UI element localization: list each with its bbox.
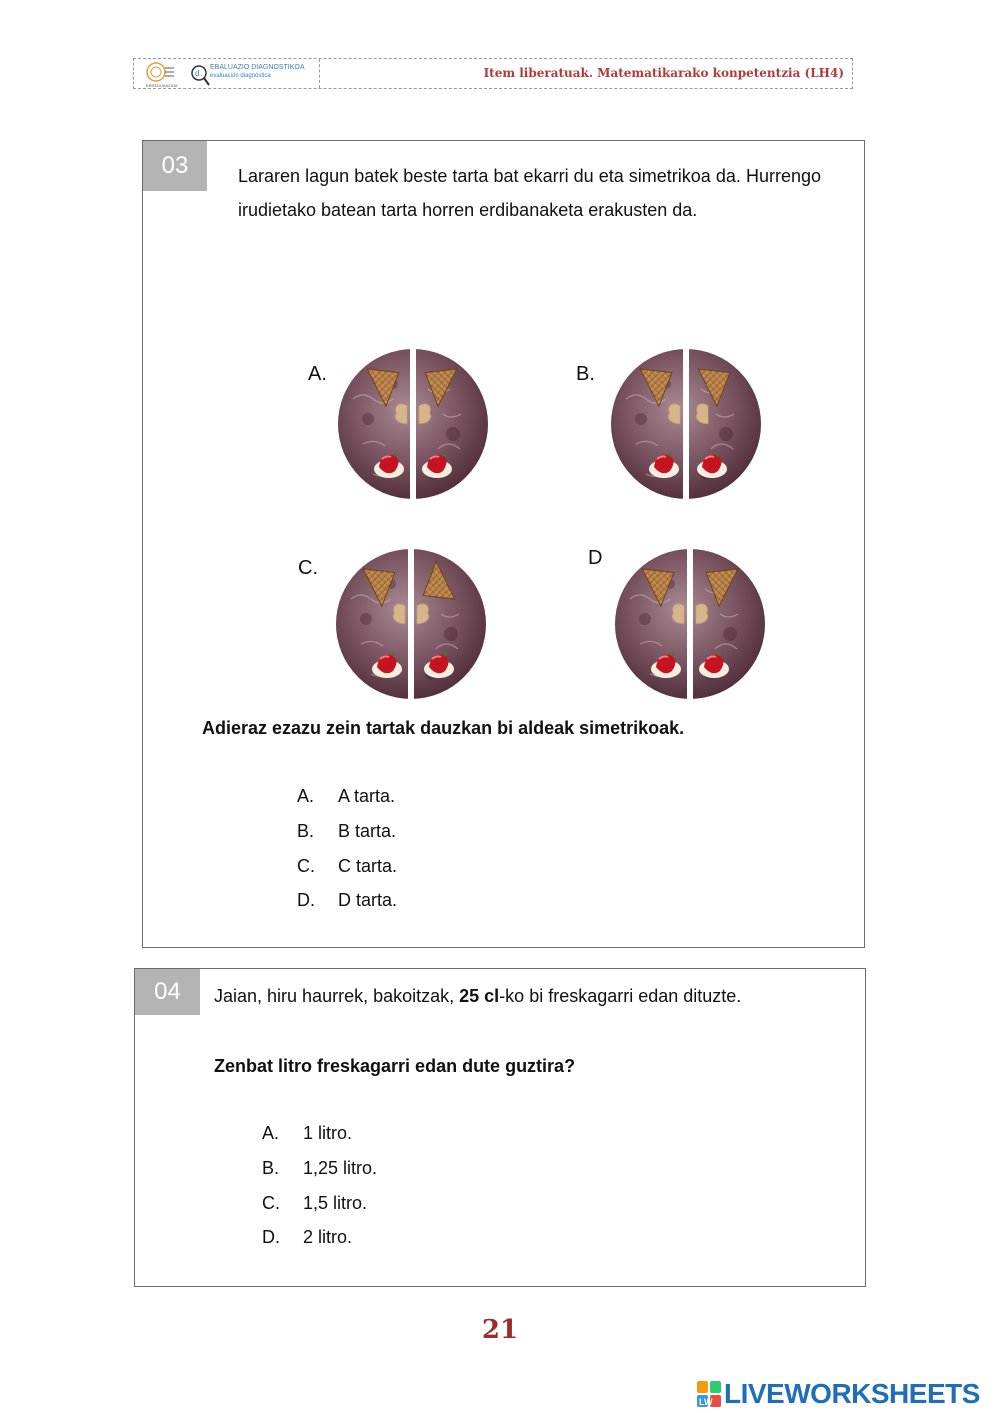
answer-option[interactable] xyxy=(262,1158,377,1193)
answer-option[interactable] xyxy=(262,1227,377,1262)
option-letter: A. xyxy=(262,1123,280,1143)
cake-image xyxy=(606,349,776,499)
option-text: B tarta. xyxy=(338,820,397,841)
answer-option[interactable] xyxy=(262,1193,377,1228)
cake-option-a xyxy=(305,349,505,499)
cake-label: D xyxy=(588,547,603,569)
education-logo-icon xyxy=(142,60,182,88)
answer-option[interactable] xyxy=(297,856,397,891)
magnifier-icon xyxy=(190,63,210,87)
option-text: A tarta. xyxy=(338,786,396,806)
header-logos xyxy=(134,59,320,88)
intro-after: -ko bi freskagarri edan dituzte. xyxy=(499,986,742,1006)
option-text: 1 litro. xyxy=(303,1123,353,1143)
header-title: Item liberatuak. Matematikarako konpetentzia (LH4) xyxy=(483,66,844,80)
option-letter: C. xyxy=(262,1192,280,1213)
svg-text:d: d xyxy=(195,69,200,78)
option-letter: B. xyxy=(262,1157,280,1178)
cake-label: B. xyxy=(576,363,595,385)
question-number: 03 xyxy=(143,141,207,191)
question-prompt: Zenbat litro freskagarri edan dute guztira? xyxy=(214,1056,576,1076)
option-text: 1,25 litro. xyxy=(303,1157,378,1178)
page-number: 21 xyxy=(481,1315,519,1345)
diagnostic-evaluation-logo xyxy=(190,63,305,87)
question-prompt: Adieraz ezazu zein tartak dauzkan bi aldeak simetrikoak. xyxy=(202,718,685,738)
question-03-box xyxy=(142,140,865,948)
option-letter: D. xyxy=(297,890,315,911)
svg-text:ERREDUKAZIOA: ERREDUKAZIOA xyxy=(146,83,178,88)
answer-option[interactable] xyxy=(297,821,397,856)
question-number: 04 xyxy=(135,969,200,1015)
liveworksheets-logo-icon xyxy=(697,1381,721,1407)
cake-option-c xyxy=(298,549,498,699)
answer-options xyxy=(262,1123,377,1262)
option-text: C tarta. xyxy=(338,855,398,876)
logo-line-1: EBALUAZIO DIAGNOSTIKOA xyxy=(210,64,305,71)
liveworksheets-brand[interactable] xyxy=(697,1378,995,1410)
option-letter: C. xyxy=(297,855,315,876)
option-text: D tarta. xyxy=(338,890,398,911)
question-04-box xyxy=(134,968,866,1287)
option-letter: A. xyxy=(297,786,315,806)
cake-label: A. xyxy=(308,363,327,385)
question-intro xyxy=(214,986,741,1007)
option-letter: D. xyxy=(262,1227,280,1248)
answer-option[interactable] xyxy=(297,890,397,925)
option-letter: B. xyxy=(297,820,315,841)
svg-text:LW: LW xyxy=(699,1397,713,1407)
intro-quantity: 25 cl xyxy=(459,986,500,1006)
cake-image xyxy=(333,349,503,499)
intro-before: Jaian, hiru haurrek, bakoitzak, xyxy=(214,986,460,1006)
logo-line-2: evaluación diagnóstica xyxy=(210,73,271,79)
cake-image xyxy=(610,549,780,699)
answer-options xyxy=(297,786,397,925)
answer-option[interactable] xyxy=(262,1123,377,1158)
cake-label: C. xyxy=(298,557,318,579)
question-intro: Lararen lagun batek beste tarta bat ekarri du eta simetrikoa da. Hurrengo irudietako batean tarta horren erdibanaketa erakusten da. xyxy=(238,166,821,220)
page-header xyxy=(133,58,853,89)
option-text: 2 litro. xyxy=(303,1227,353,1248)
cake-image xyxy=(331,549,501,699)
option-text: 1,5 litro. xyxy=(303,1192,368,1213)
brand-text: LIVEWORKSHEETS xyxy=(724,1378,980,1409)
cake-option-b xyxy=(576,349,776,499)
cake-option-d xyxy=(588,549,788,699)
answer-option[interactable] xyxy=(297,786,397,821)
